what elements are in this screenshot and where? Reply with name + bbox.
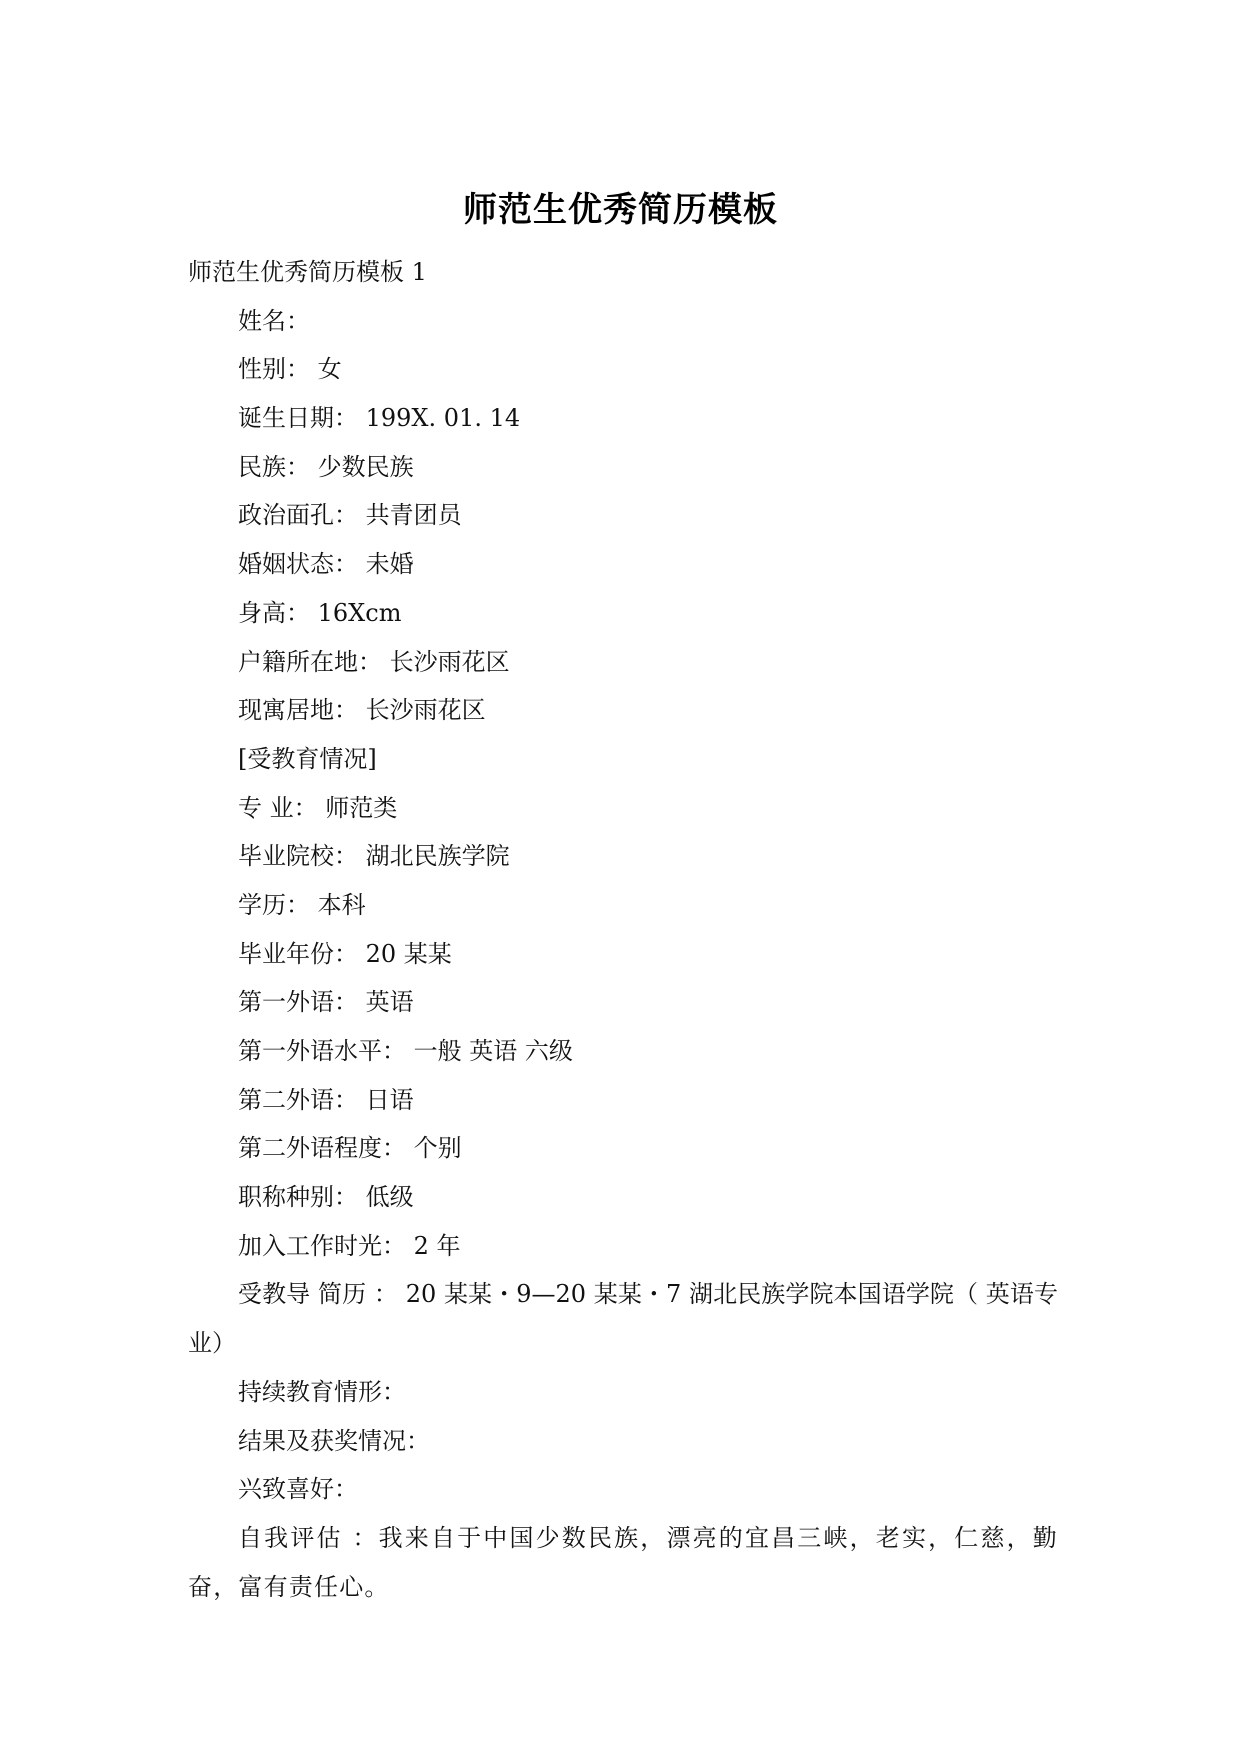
field-marital-status: 婚姻状态： 未婚 xyxy=(238,550,414,579)
field-household-registration: 户籍所在地： 长沙雨花区 xyxy=(238,647,510,676)
document-title: 师范生优秀简历模板 xyxy=(463,190,778,230)
field-gender: 性别： 女 xyxy=(238,355,342,384)
field-name: 姓名： xyxy=(238,306,310,335)
field-achievements-awards: 结果及获奖情况： xyxy=(238,1426,430,1455)
field-first-foreign-language: 第一外语： 英语 xyxy=(238,988,414,1017)
field-continuing-education: 持续教育情形： xyxy=(238,1377,406,1406)
field-ethnicity: 民族： 少数民族 xyxy=(238,452,414,481)
field-second-language-level: 第二外语程度： 个别 xyxy=(238,1134,462,1163)
field-title-rank: 职称种别： 低级 xyxy=(238,1183,414,1212)
field-second-foreign-language: 第二外语： 日语 xyxy=(238,1085,414,1114)
field-political-status: 政治面孔： 共青团员 xyxy=(238,501,462,530)
field-first-language-level: 第一外语水平： 一般 英语 六级 xyxy=(238,1037,573,1065)
section-heading: 师范生优秀简历模板 1 xyxy=(188,258,427,286)
field-birth-date: 诞生日期： 199X. 01. 14 xyxy=(238,404,521,433)
self-evaluation-paragraph: 自我评估 ：我来自于中国少数民族，漂亮的宜昌三峡，老实，仁慈，勤奋，富有责任心。 xyxy=(188,1523,1058,1601)
field-height: 身高： 16Xcm xyxy=(238,598,402,627)
education-history-paragraph: 受教导 简历 ： 20 某某・9—20 某某・7 湖北民族学院本国语学院（ 英语专业） xyxy=(188,1280,1058,1358)
field-work-experience: 加入工作时光： 2 年 xyxy=(238,1231,461,1260)
field-current-residence: 现寓居地： 长沙雨花区 xyxy=(238,696,486,725)
field-school: 毕业院校： 湖北民族学院 xyxy=(238,842,510,871)
field-degree: 学历： 本科 xyxy=(238,890,366,919)
document-body xyxy=(188,248,1058,1611)
education-section-heading: [受教育情况] xyxy=(238,744,377,773)
field-hobbies: 兴致喜好： xyxy=(238,1475,358,1504)
field-major: 专 业： 师范类 xyxy=(238,793,398,822)
field-graduation-year: 毕业年份： 20 某某 xyxy=(238,939,452,968)
